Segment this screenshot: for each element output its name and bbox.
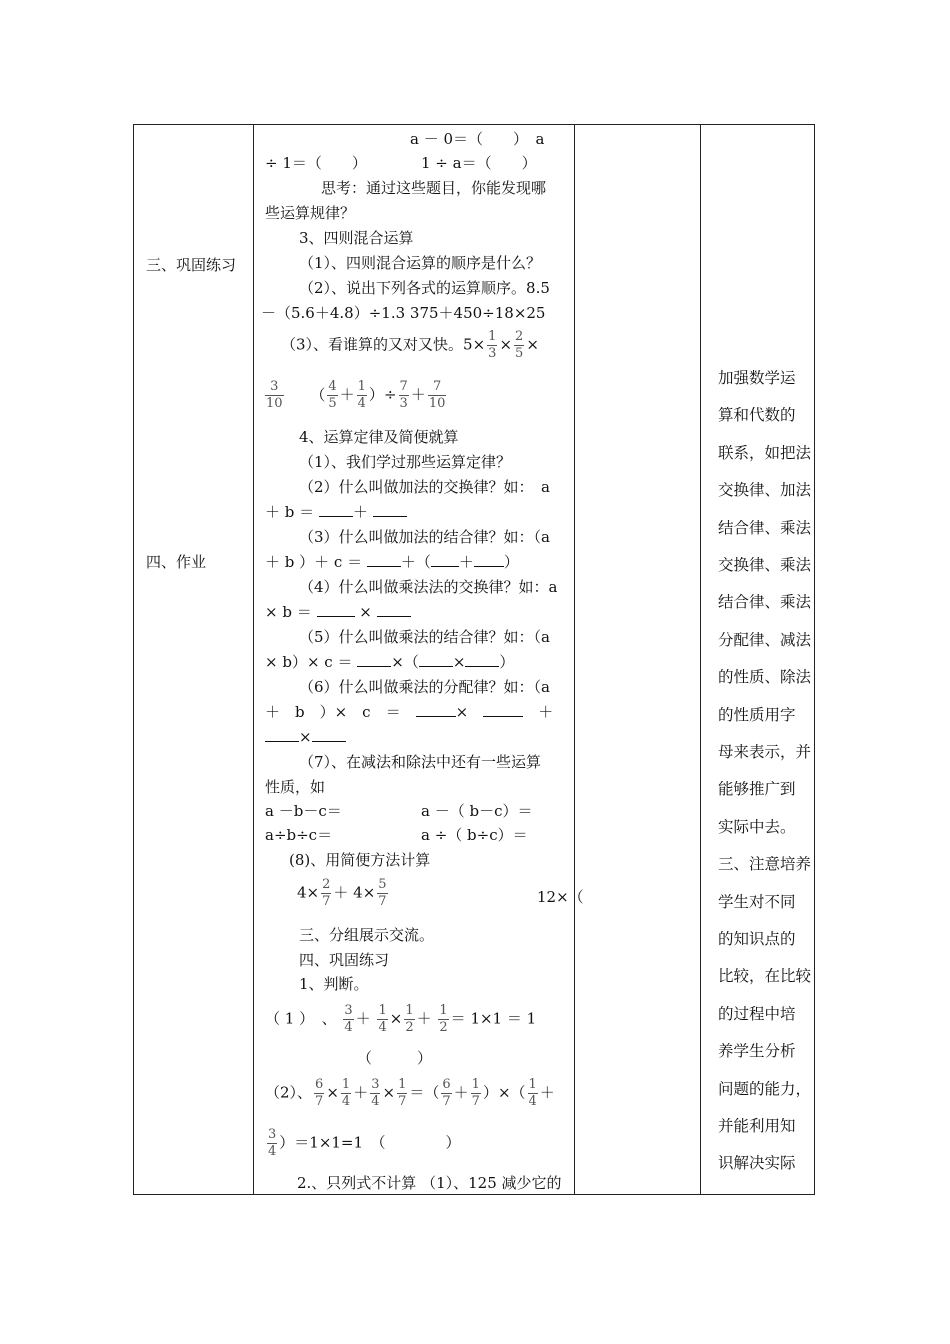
content-line: （ ） — [357, 1049, 433, 1067]
content-line-fractions: （3）、看谁算的又对又快。5× $\frac{1}{3}$ × $\frac{2}{5}$ × — [281, 329, 539, 361]
fraction: $\frac{5}{7}$ — [378, 877, 387, 909]
fraction: $\frac{6}{7}$ — [315, 1077, 324, 1109]
content-line: （3）什么叫做加法的结合律？如：（a — [299, 528, 550, 546]
fraction: $\frac{2}{5}$ — [515, 329, 524, 361]
note-line: 交换律、加法 — [718, 481, 812, 500]
content-text: （3）、看谁算的又对又快。5× — [281, 335, 486, 354]
fraction: $\frac{1}{4}$ — [528, 1077, 537, 1109]
content-line: ＋ b ＝ ＋ — [265, 502, 407, 522]
content-line: （6）什么叫做乘法的分配律？如：（a — [299, 678, 550, 696]
content-line: （2）、说出下列各式的运算顺序。8.5 — [299, 279, 550, 297]
content-line: 4、运算定律及简便就算 — [299, 428, 459, 446]
note-line: 实际中去。 — [718, 817, 796, 836]
content-line: ＋ b ）× c ＝ × ＋ — [265, 703, 554, 721]
note-line: 结合律、乘法 — [718, 593, 812, 612]
content-line-fractions: 4× $\frac{2}{7}$ ＋ 4× $\frac{5}{7}$ — [297, 877, 387, 909]
content-line: a － 0＝（ ） a — [410, 130, 545, 148]
content-line: （5）什么叫做乘法的结合律？如：（a — [299, 628, 550, 646]
note-line: 交换律、乘法 — [718, 556, 812, 574]
note-line: 联系，如把法 — [718, 443, 812, 462]
content-line-fractions: （2）、 $\frac{6}{7}$ × $\frac{1}{4}$ ＋ $\frac{3}{4}$ × $\frac{1}{7}$ ＝（ $\frac{6}{7}$ ＋ $\frac{1}{7}$ ）×（ $\frac{1}{4}$ ＋ — [265, 1077, 555, 1109]
fraction: $\frac{1}{7}$ — [471, 1077, 480, 1109]
fraction: $\frac{1}{2}$ — [405, 1003, 414, 1035]
content-line: －（5.6＋4.8）÷1.3 375＋450÷18×25 — [261, 304, 546, 322]
content-line: × b）× c ＝ ×（ × ） — [265, 653, 515, 671]
fraction: $\frac{6}{7}$ — [442, 1077, 451, 1109]
note-line: 算和代数的 — [718, 406, 796, 425]
content-line: （7）、在减法和除法中还有一些运算 — [299, 753, 542, 771]
content-line: 些运算规律？ — [265, 204, 356, 222]
note-line: 问题的能力， — [718, 1079, 812, 1098]
note-line: 母来表示，并 — [718, 743, 812, 761]
note-line: 的性质、除法 — [718, 668, 812, 687]
content-line: (8)、用简便方法计算 — [289, 851, 431, 869]
note-line: 的性质用字 — [718, 705, 796, 724]
content-line: ＋ b ）＋ c ＝ ＋（ ＋ ） — [265, 553, 519, 571]
notes-column — [708, 125, 812, 1194]
content-line: 1 ÷ a＝（ ） — [421, 154, 537, 172]
fraction: $\frac{2}{7}$ — [322, 877, 331, 909]
content-line: ÷ 1＝（ ） — [265, 154, 367, 172]
fraction: $\frac{1}{4}$ — [378, 1003, 387, 1035]
content-line: a －b－c＝ — [265, 802, 342, 820]
fraction: $\frac{1}{3}$ — [488, 329, 497, 361]
note-line: 养学生分析 — [718, 1042, 796, 1061]
content-line-fractions: $\frac{3}{10}$ （ $\frac{4}{5}$ ＋ $\frac{1}{4}$ ）÷ $\frac{7}{3}$ ＋ $\frac{7}{10}$ — [266, 379, 446, 411]
content-line: × — [265, 727, 346, 747]
column-divider — [700, 125, 701, 1194]
content-line: 性质，如 — [265, 778, 326, 796]
content-line: a÷b÷c＝ — [265, 826, 333, 844]
content-line: 3、四则混合运算 — [299, 229, 414, 247]
note-line: 加强数学运 — [718, 369, 796, 387]
fraction: $\frac{1}{2}$ — [439, 1003, 448, 1035]
content-line: 思考：通过这些题目，你能发现哪 — [321, 179, 547, 197]
note-line: 的知识点的 — [718, 930, 796, 948]
content-line: （1）、四则混合运算的顺序是什么？ — [299, 254, 542, 272]
content-line: 12×（ — [537, 888, 584, 906]
section-column — [134, 125, 252, 1194]
content-line: a －（ b－c）＝ — [421, 802, 533, 820]
content-line: （1）、我们学过那些运算定律？ — [299, 453, 512, 471]
fraction: $\frac{3}{4}$ — [371, 1077, 380, 1109]
content-line: 2.、只列式不计算 （1）、125 减少它的 — [297, 1174, 562, 1192]
content-line: a ÷（ b÷c）＝ — [421, 826, 528, 844]
content-line-fractions: （ 1 ） 、 $\frac{3}{4}$ ＋ $\frac{1}{4}$ × $\frac{1}{2}$ ＋ $\frac{1}{2}$ ＝ 1×1 ＝ 1 — [265, 1003, 537, 1035]
content-line: 1、判断。 — [299, 975, 369, 993]
note-line: 学生对不同 — [718, 892, 796, 911]
content-line: × b ＝ × — [265, 602, 411, 622]
content-line: （4）什么叫做乘法法的交换律？如：a — [299, 578, 558, 596]
content-line-fractions: $\frac{3}{4}$ ）＝1×1=1 （ ） — [268, 1127, 461, 1159]
note-line: 的过程中培 — [718, 1004, 796, 1023]
fraction: $\frac{7}{10}$ — [428, 379, 446, 411]
fraction: $\frac{1}{4}$ — [357, 379, 366, 411]
section-heading-homework: 四、作业 — [146, 553, 207, 571]
fraction: $\frac{4}{5}$ — [328, 379, 337, 411]
column-divider — [253, 125, 254, 1194]
note-line: 比较，在比较 — [718, 967, 812, 986]
fraction: $\frac{3}{4}$ — [268, 1127, 277, 1159]
note-line: 并能利用知 — [718, 1117, 796, 1135]
note-line: 三、注意培养 — [718, 855, 812, 874]
fraction: $\frac{7}{3}$ — [399, 379, 408, 411]
note-line: 分配律、减法 — [718, 630, 812, 649]
content-line: 四、巩固练习 — [299, 951, 390, 969]
lesson-plan-table — [133, 124, 815, 1195]
note-line: 能够推广到 — [718, 780, 796, 799]
section-heading-practice: 三、巩固练习 — [146, 256, 237, 274]
column-divider — [574, 125, 575, 1194]
content-line: （2）什么叫做加法的交换律？如： a — [299, 478, 550, 496]
note-line: 识解决实际 — [718, 1154, 796, 1173]
fraction: $\frac{1}{4}$ — [341, 1077, 351, 1109]
fraction: $\frac{1}{7}$ — [398, 1077, 407, 1109]
content-column — [261, 125, 584, 1194]
note-line: 结合律、乘法 — [718, 518, 812, 537]
content-line: 三、分组展示交流。 — [299, 926, 435, 944]
fraction: $\frac{3}{10}$ — [266, 379, 283, 411]
fraction: $\frac{3}{4}$ — [344, 1003, 353, 1035]
